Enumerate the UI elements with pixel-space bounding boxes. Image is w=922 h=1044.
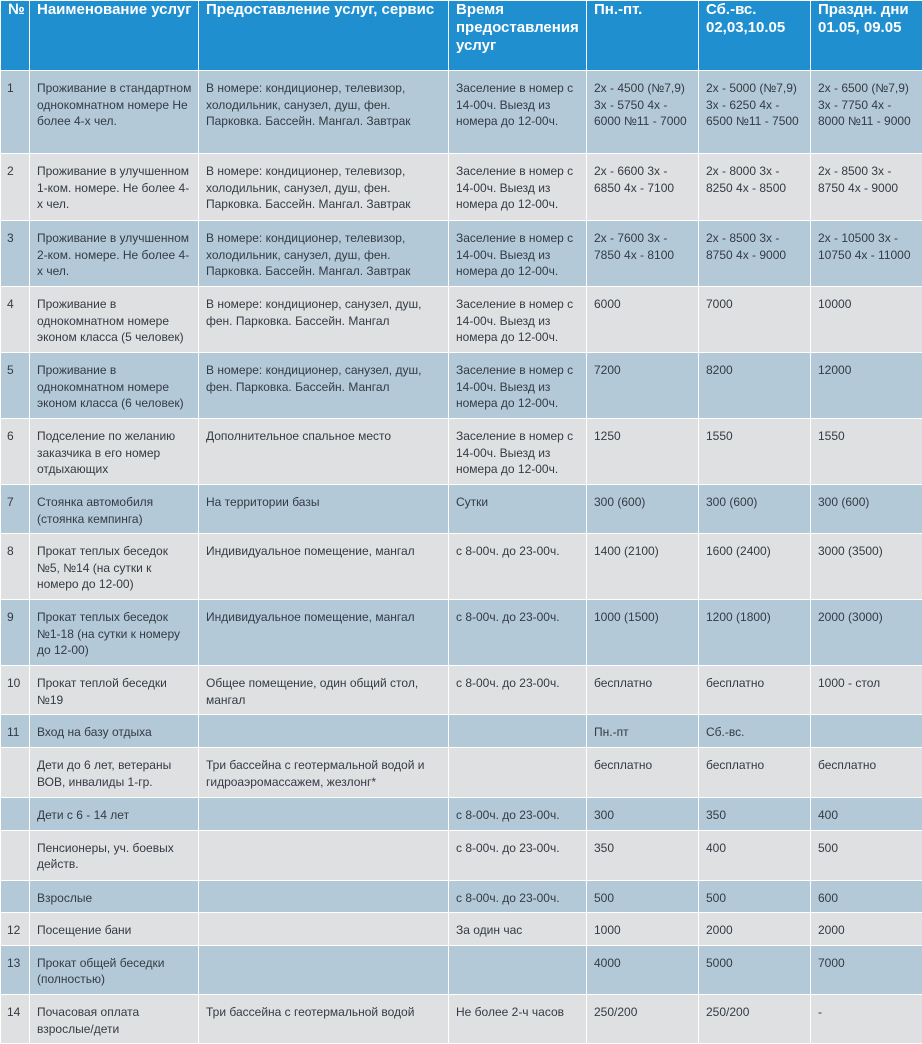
table-row <box>1 747 922 797</box>
cell-weekdays: 2х - 7600 3х - 7850 4х - 8100 <box>587 221 699 287</box>
cell-weekend: бесплатно <box>699 747 811 797</box>
cell-weekend: 400 <box>699 830 811 880</box>
cell-name: Вход на базу отдыха <box>30 715 199 748</box>
cell-weekend: 5000 <box>699 945 811 994</box>
table-row <box>1 71 922 154</box>
cell-weekdays: 7200 <box>587 353 699 419</box>
cell-num <box>1 830 30 880</box>
header-time: Время предоставления услуг <box>449 1 587 71</box>
cell-weekdays: 6000 <box>587 287 699 353</box>
cell-time: Сутки <box>449 485 587 534</box>
cell-service: Общее помещение, один общий стол, мангал <box>199 666 449 715</box>
cell-time <box>449 715 587 748</box>
cell-weekend: 2000 <box>699 913 811 946</box>
cell-weekdays: бесплатно <box>587 747 699 797</box>
cell-weekend: 350 <box>699 797 811 830</box>
table-row <box>1 830 922 880</box>
cell-weekend: 500 <box>699 880 811 913</box>
cell-service <box>199 880 449 913</box>
cell-holidays: - <box>811 994 922 1043</box>
cell-holidays: 1550 <box>811 419 922 485</box>
cell-name: Прокат теплых беседок №5, №14 (на сутки к номеро до 12-00) <box>30 534 199 600</box>
cell-holidays: 2000 <box>811 913 922 946</box>
header-num: № <box>1 1 30 71</box>
cell-num: 2 <box>1 154 30 221</box>
cell-num <box>1 747 30 797</box>
table-row <box>1 154 922 221</box>
cell-name: Почасовая оплата взрослые/дети <box>30 994 199 1043</box>
cell-name: Проживание в однокомнатном номере эконом класса (5 человек) <box>30 287 199 353</box>
cell-holidays: 12000 <box>811 353 922 419</box>
cell-weekend: 250/200 <box>699 994 811 1043</box>
table-row <box>1 945 922 994</box>
header-name: Наименование услуг <box>30 1 199 71</box>
header-row <box>1 1 922 71</box>
cell-service: Дополнительное спальное место <box>199 419 449 485</box>
cell-name: Дети до 6 лет, ветераны ВОВ, инвалиды 1-гр. <box>30 747 199 797</box>
table-row <box>1 221 922 287</box>
cell-service <box>199 797 449 830</box>
cell-weekend: 2х - 8000 3х - 8250 4х - 8500 <box>699 154 811 221</box>
cell-service: Три бассейна с геотермальной водой и гидроаэромассажем, жезлонг* <box>199 747 449 797</box>
cell-num: 3 <box>1 221 30 287</box>
cell-time: Заселение в номер с 14-00ч. Выезд из номера до 12-00ч. <box>449 353 587 419</box>
table-row <box>1 797 922 830</box>
cell-name: Проживание в однокомнатном номере эконом класса (6 человек) <box>30 353 199 419</box>
cell-num <box>1 797 30 830</box>
cell-name: Проживание в стандартном однокомнатном номере Не более 4-х чел. <box>30 71 199 154</box>
cell-weekend: 1550 <box>699 419 811 485</box>
cell-holidays <box>811 715 922 748</box>
cell-time: с 8-00ч. до 23-00ч. <box>449 797 587 830</box>
cell-service <box>199 830 449 880</box>
cell-time: Заселение в номер с 14-00ч. Выезд из номера до 12-00ч. <box>449 71 587 154</box>
cell-weekend: 8200 <box>699 353 811 419</box>
cell-weekdays: 250/200 <box>587 994 699 1043</box>
table-row <box>1 880 922 913</box>
cell-num: 6 <box>1 419 30 485</box>
table-row <box>1 666 922 715</box>
cell-service: В номере: кондиционер, санузел, душ, фен. Парковка. Бассейн. Мангал <box>199 287 449 353</box>
cell-weekdays: 2х - 4500 (№7,9) 3х - 5750 4х - 6000 №11 - 7000 <box>587 71 699 154</box>
header-weekend: Сб.-вс. 02,03,10.05 <box>699 1 811 71</box>
cell-num: 5 <box>1 353 30 419</box>
table-row <box>1 287 922 353</box>
cell-weekdays: 1000 (1500) <box>587 600 699 666</box>
cell-time: с 8-00ч. до 23-00ч. <box>449 830 587 880</box>
cell-time: За один час <box>449 913 587 946</box>
table-row <box>1 913 922 946</box>
table-row <box>1 600 922 666</box>
cell-weekend: 2х - 5000 (№7,9) 3х - 6250 4х - 6500 №11 - 7500 <box>699 71 811 154</box>
table-row <box>1 534 922 600</box>
cell-holidays: 2х - 10500 3х - 10750 4х - 11000 <box>811 221 922 287</box>
cell-weekend: 300 (600) <box>699 485 811 534</box>
cell-weekdays: 350 <box>587 830 699 880</box>
cell-service: В номере: кондиционер, телевизор, холодильник, санузел, душ, фен. Парковка. Бассейн. Мангал. Завтрак <box>199 221 449 287</box>
cell-weekdays: 1250 <box>587 419 699 485</box>
cell-num <box>1 880 30 913</box>
cell-service <box>199 913 449 946</box>
cell-weekend: 1600 (2400) <box>699 534 811 600</box>
table-row <box>1 715 922 748</box>
cell-weekdays: 300 <box>587 797 699 830</box>
cell-service: На территории базы <box>199 485 449 534</box>
cell-name: Проживание в улучшенном 2-ком. номере. Не более 4-х чел. <box>30 221 199 287</box>
cell-weekdays: бесплатно <box>587 666 699 715</box>
cell-weekend: 7000 <box>699 287 811 353</box>
cell-time: Заселение в номер с 14-00ч. Выезд из номера до 12-00ч. <box>449 154 587 221</box>
cell-service: В номере: кондиционер, телевизор, холодильник, санузел, душ, фен. Парковка. Бассейн. Мангал. Завтрак <box>199 154 449 221</box>
cell-name: Прокат теплой беседки №19 <box>30 666 199 715</box>
cell-time: Не более 2-ч часов <box>449 994 587 1043</box>
cell-weekend: бесплатно <box>699 666 811 715</box>
cell-holidays: 1000 - стол <box>811 666 922 715</box>
cell-name: Подселение по желанию заказчика в его номер отдыхающих <box>30 419 199 485</box>
cell-weekdays: 1400 (2100) <box>587 534 699 600</box>
cell-holidays: 300 (600) <box>811 485 922 534</box>
cell-name: Дети с 6 - 14 лет <box>30 797 199 830</box>
cell-name: Взрослые <box>30 880 199 913</box>
cell-num: 14 <box>1 994 30 1043</box>
cell-num: 9 <box>1 600 30 666</box>
header-service: Предоставление услуг, сервис <box>199 1 449 71</box>
cell-service <box>199 715 449 748</box>
table-row <box>1 419 922 485</box>
cell-holidays: 10000 <box>811 287 922 353</box>
cell-time: с 8-00ч. до 23-00ч. <box>449 600 587 666</box>
cell-weekend: 1200 (1800) <box>699 600 811 666</box>
cell-holidays: 2000 (3000) <box>811 600 922 666</box>
cell-service: Три бассейна с геотермальной водой <box>199 994 449 1043</box>
cell-holidays: 500 <box>811 830 922 880</box>
table-body <box>1 71 922 1044</box>
cell-service: В номере: кондиционер, санузел, душ, фен. Парковка. Бассейн. Мангал <box>199 353 449 419</box>
cell-time <box>449 747 587 797</box>
cell-holidays: 400 <box>811 797 922 830</box>
cell-weekdays: 2х - 6600 3х - 6850 4х - 7100 <box>587 154 699 221</box>
table-row <box>1 485 922 534</box>
cell-weekdays: 4000 <box>587 945 699 994</box>
cell-time: Заселение в номер с 14-00ч. Выезд из номера до 12-00ч. <box>449 221 587 287</box>
cell-num: 7 <box>1 485 30 534</box>
cell-weekdays: 1000 <box>587 913 699 946</box>
cell-service: Индивидуальное помещение, мангал <box>199 534 449 600</box>
cell-time: с 8-00ч. до 23-00ч. <box>449 534 587 600</box>
cell-num: 13 <box>1 945 30 994</box>
cell-name: Прокат теплых беседок №1-18 (на сутки к номеру до 12-00) <box>30 600 199 666</box>
cell-holidays: 3000 (3500) <box>811 534 922 600</box>
cell-time: с 8-00ч. до 23-00ч. <box>449 880 587 913</box>
cell-time: с 8-00ч. до 23-00ч. <box>449 666 587 715</box>
cell-weekdays: 300 (600) <box>587 485 699 534</box>
cell-num: 12 <box>1 913 30 946</box>
cell-holidays: 7000 <box>811 945 922 994</box>
cell-holidays: бесплатно <box>811 747 922 797</box>
cell-name: Проживание в улучшенном 1-ком. номере. Не более 4-х чел. <box>30 154 199 221</box>
cell-num: 4 <box>1 287 30 353</box>
cell-holidays: 2х - 6500 (№7,9) 3х - 7750 4х - 8000 №11 - 9000 <box>811 71 922 154</box>
cell-num: 8 <box>1 534 30 600</box>
cell-holidays: 600 <box>811 880 922 913</box>
cell-service: Индивидуальное помещение, мангал <box>199 600 449 666</box>
header-holidays: Праздн. дни 01.05, 09.05 <box>811 1 922 71</box>
cell-weekdays: 500 <box>587 880 699 913</box>
cell-name: Прокат общей беседки (полностью) <box>30 945 199 994</box>
table-row <box>1 353 922 419</box>
cell-service <box>199 945 449 994</box>
cell-time: Заселение в номер с 14-00ч. Выезд из номера до 12-00ч. <box>449 419 587 485</box>
header-weekdays: Пн.-пт. <box>587 1 699 71</box>
cell-num: 11 <box>1 715 30 748</box>
cell-num: 1 <box>1 71 30 154</box>
cell-name: Посещение бани <box>30 913 199 946</box>
cell-holidays: 2х - 8500 3х - 8750 4х - 9000 <box>811 154 922 221</box>
cell-weekend: Сб.-вс. <box>699 715 811 748</box>
cell-name: Стоянка автомобиля (стоянка кемпинга) <box>30 485 199 534</box>
cell-name: Пенсионеры, уч. боевых действ. <box>30 830 199 880</box>
cell-weekdays: Пн.-пт <box>587 715 699 748</box>
cell-service: В номере: кондиционер, телевизор, холодильник, санузел, душ, фен. Парковка. Бассейн. Мангал. Завтрак <box>199 71 449 154</box>
cell-time <box>449 945 587 994</box>
table-row <box>1 994 922 1043</box>
cell-num: 10 <box>1 666 30 715</box>
cell-weekend: 2х - 8500 3х - 8750 4х - 9000 <box>699 221 811 287</box>
cell-time: Заселение в номер с 14-00ч. Выезд из номера до 12-00ч. <box>449 287 587 353</box>
